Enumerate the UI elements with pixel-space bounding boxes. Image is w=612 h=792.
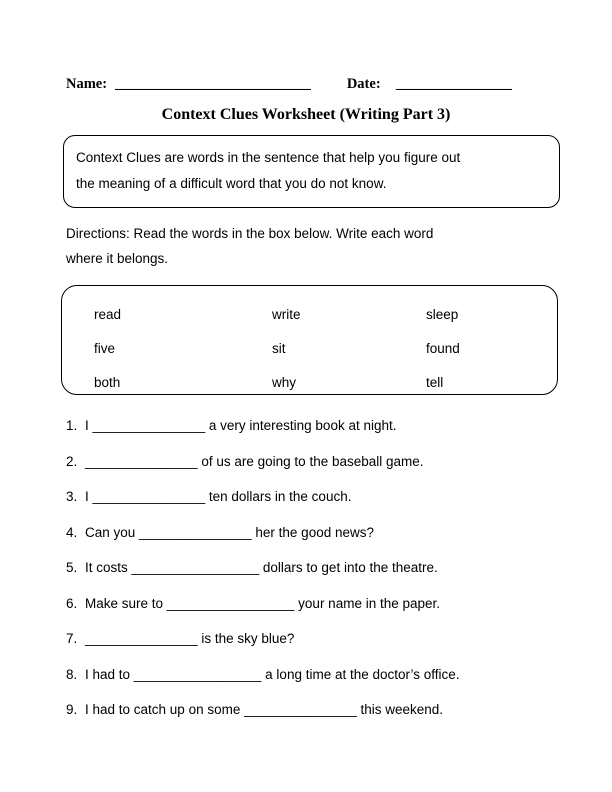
word-bank-word: read [94,306,122,322]
word-bank-row [62,365,557,399]
question-row [66,657,562,693]
question-number: 7. [66,631,78,647]
question-row [66,408,562,444]
question-row [66,515,562,551]
question-text: It costs _________________ dollars to get into the theatre. [85,560,438,576]
directions-line-2: where it belongs. [66,251,169,266]
question-row [66,586,562,622]
question-row [66,550,562,586]
definition-line-1: Context Clues are words in the sentence that help you figure out [76,150,461,165]
question-number: 4. [66,524,78,540]
question-number: 2. [66,453,78,469]
word-bank-word: found [426,340,460,356]
question-number: 9. [66,702,78,718]
word-bank-word: sit [272,340,286,356]
word-bank-box [61,285,558,395]
question-number: 1. [66,418,78,434]
question-text: I _______________ ten dollars in the couch. [85,489,352,505]
question-text: I had to _________________ a long time at the doctor’s office. [85,666,460,682]
page-title: Context Clues Worksheet (Writing Part 3) [161,106,451,123]
question-number: 5. [66,560,78,576]
question-row [66,479,562,515]
name-blank-line: ___________________________ [115,76,311,92]
word-bank-word: tell [426,374,444,390]
word-bank-word: sleep [426,306,459,322]
definition-line-2: the meaning of a difficult word that you do not know. [76,176,387,191]
question-number: 8. [66,666,78,682]
directions-text [66,221,562,271]
word-bank-word: why [272,374,297,390]
name-label: Name: [66,76,108,92]
question-number: 3. [66,489,78,505]
word-bank-row [62,331,557,365]
question-row [66,692,562,728]
question-row [66,621,562,657]
question-text: Make sure to _________________ your name in the paper. [85,595,441,611]
question-text: I _______________ a very interesting book at night. [85,418,397,434]
context-clues-definition-box [63,135,560,208]
word-bank-word: five [94,340,116,356]
date-group [347,76,512,93]
word-bank-row [62,297,557,331]
date-label: Date: [346,76,381,92]
date-blank-line: ________________ [395,76,512,92]
question-text: Can you _______________ her the good news? [85,524,374,540]
directions-line-1: Directions: Read the words in the box below. Write each word [66,226,434,241]
word-bank-word: both [94,374,121,390]
name-date-row [66,76,562,93]
word-bank-word: write [272,306,301,322]
question-text: _______________ of us are going to the baseball game. [85,453,424,469]
question-text: I had to catch up on some _______________ this weekend. [85,702,444,718]
question-list [66,408,562,728]
question-text: _______________ is the sky blue? [85,631,295,647]
question-number: 6. [66,595,78,611]
question-row [66,444,562,480]
